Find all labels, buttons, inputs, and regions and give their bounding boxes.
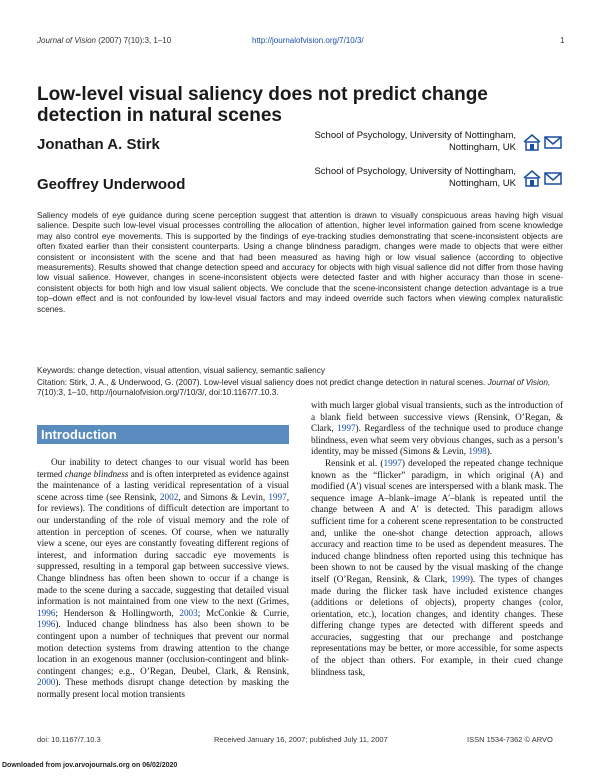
section-title: Introduction <box>41 427 117 442</box>
home-icon[interactable] <box>523 134 541 151</box>
author-1-first: Jonathan A. <box>37 136 123 153</box>
citation-block <box>37 378 563 399</box>
affiliation-line: School of Psychology, University of Nottingham, <box>314 166 516 177</box>
download-note: Downloaded from jov.arvojournals.org on 06/02/2020 <box>2 762 178 769</box>
body-column-left: Our inability to detect changes to our visual world has been termed change blindness and is often interpreted as evidence against the maintenance of a lasting veridical representation of a visual scene across time (see Rensink, 2002, and Simons & Levin, 1997, for reviews). The conditions of difficult detection are important to our understanding of the role of visual memory and the role of attention in perception of scenes. Of course, when we naturally view a scene, our eyes are constantly foveating different regions of interest, and information during saccadic eye movements is suppressed, resulting in a temporal gap between successive views. Change blindness has often been shown to occur if a change is made to the scene during a saccade, suggesting that detailed visual information is not maintained from one view to the next (Grimes, 1996; Henderson & Hollingworth, 2003; McConkie & Currie, 1996). Induced change blindness has also been shown to be contingent upon a number of techniques that prevent our normal motion detection systems from drawing attention to the change location in an exogenous manner (occlusion-contingent and blink-contingent changes; e.g., O’Regan, Deubel, Clark, & Rensink, 2000). These methods disrupt change detection by masking the normally present local motion transients <box>37 457 289 699</box>
keywords: Keywords: change detection, visual attention, visual saliency, semantic saliency <box>37 366 325 375</box>
affiliation-line: Nottingham, UK <box>448 142 516 153</box>
body-column-right: with much larger global visual transients, such as the introduction of a blank field between successive views (Rensink, O’Regan, & Clark, 1997). Regardless of the technique used to produce change blindness, even what seem very obvious changes, such as a person’s identity, may be missed (Simons & Levin, 1998). Rensink et al. (1997) developed the repeated change technique known as the “flicker” paradigm, in which original (A) and modified (A′) visual scenes are interspersed with a blank mask. The sequence image A–blank–image A′–blank is repeated until the change between A and A′ is detected. This paradigm allows sufficient time for a coherent scene representation to be constructed and, unlike the one-shot change detection approach, allows accuracy and reaction time to be used as dependent measures. The induced change blindness often reported using this technique has been shown to not be caused by the visual masking of the change itself (O’Regan, Rensink, & Clark, 1999). The types of changes made during the flicker task have included existence changes (additions or deletions of objects), property changes (color, orientation, etc.), location changes, and identity changes. These differing change types are detected with different speeds and accuracies, suggesting that our prechange and postchange representations may be better, or more accessible, for some aspects of the object than others. For example, in their cued change blindness task, <box>311 400 563 677</box>
author-2-icons <box>523 170 562 187</box>
author-1-affiliation <box>266 130 516 154</box>
footer-issn: ISSN 1534-7362 © ARVO <box>467 735 553 744</box>
citation-prefix: Citation: Stirk, J. A., & Underwood, G. (2007). Low-level visual saliency does not predict change detection in natural scenes. <box>37 378 486 387</box>
header-url[interactable]: http://journalofvision.org/7/10/3/ <box>252 36 364 45</box>
running-header <box>37 36 171 45</box>
header-journal: Journal of Vision <box>37 36 96 45</box>
footer-doi: doi: 10.1167/7.10.3 <box>37 735 101 744</box>
section-heading-bar <box>37 425 289 444</box>
citation-suffix: 7(10):3, 1–10, http://journalofvision.org/7/10/3/, doi:10.1167/7.10.3. <box>37 388 279 398</box>
author-2-affiliation <box>266 166 516 190</box>
author-2-first: Geoffrey <box>37 176 99 193</box>
footer-received: Received January 16, 2007; published July 11, 2007 <box>214 735 388 744</box>
page-number: 1 <box>560 36 565 45</box>
affiliation-line: Nottingham, UK <box>448 178 516 189</box>
abstract: Saliency models of eye guidance during scene perception suggest that attention is drawn to visually conspicuous areas having high visual salience. Despite such low-level visual processes controlling the allocation of attention, higher level information gained from scene knowledge may also control eye movements. This is supported by the findings of eye-tracking studies demonstrating that scene-inconsistent objects are often fixated earlier than their consistent counterparts. Using a change blindness paradigm, changes were made to objects that were either consistent or inconsistent with the scene and that had been measured as having high or low visual salience (according to objective measurements). Results showed that change detection speed and accuracy for objects with high visual salience did not differ from those having low visual salience. However, changes in scene-inconsistent objects were detected faster and with higher accuracy than those in scene-consistent objects for both high and low visual salient objects. We conclude that the scene-inconsistent change detection advantage is a true top–down effect and is not confounded by low-level visual factors and may indeed override such factors when viewing complex naturalistic scenes. <box>37 211 563 314</box>
email-icon[interactable] <box>544 134 562 151</box>
author-1-last: Stirk <box>126 136 160 153</box>
author-1 <box>37 136 160 153</box>
header-citation: (2007) 7(10):3, 1–10 <box>98 36 172 45</box>
author-2-last: Underwood <box>102 176 186 193</box>
citation-journal: Journal of Vision, <box>487 378 551 387</box>
author-2 <box>37 176 185 193</box>
affiliation-line: School of Psychology, University of Nottingham, <box>314 130 516 141</box>
email-icon[interactable] <box>544 170 562 187</box>
home-icon[interactable] <box>523 170 541 187</box>
paper-title: Low-level visual saliency does not predict change detection in natural scenes <box>37 84 488 126</box>
author-1-icons <box>523 134 562 151</box>
